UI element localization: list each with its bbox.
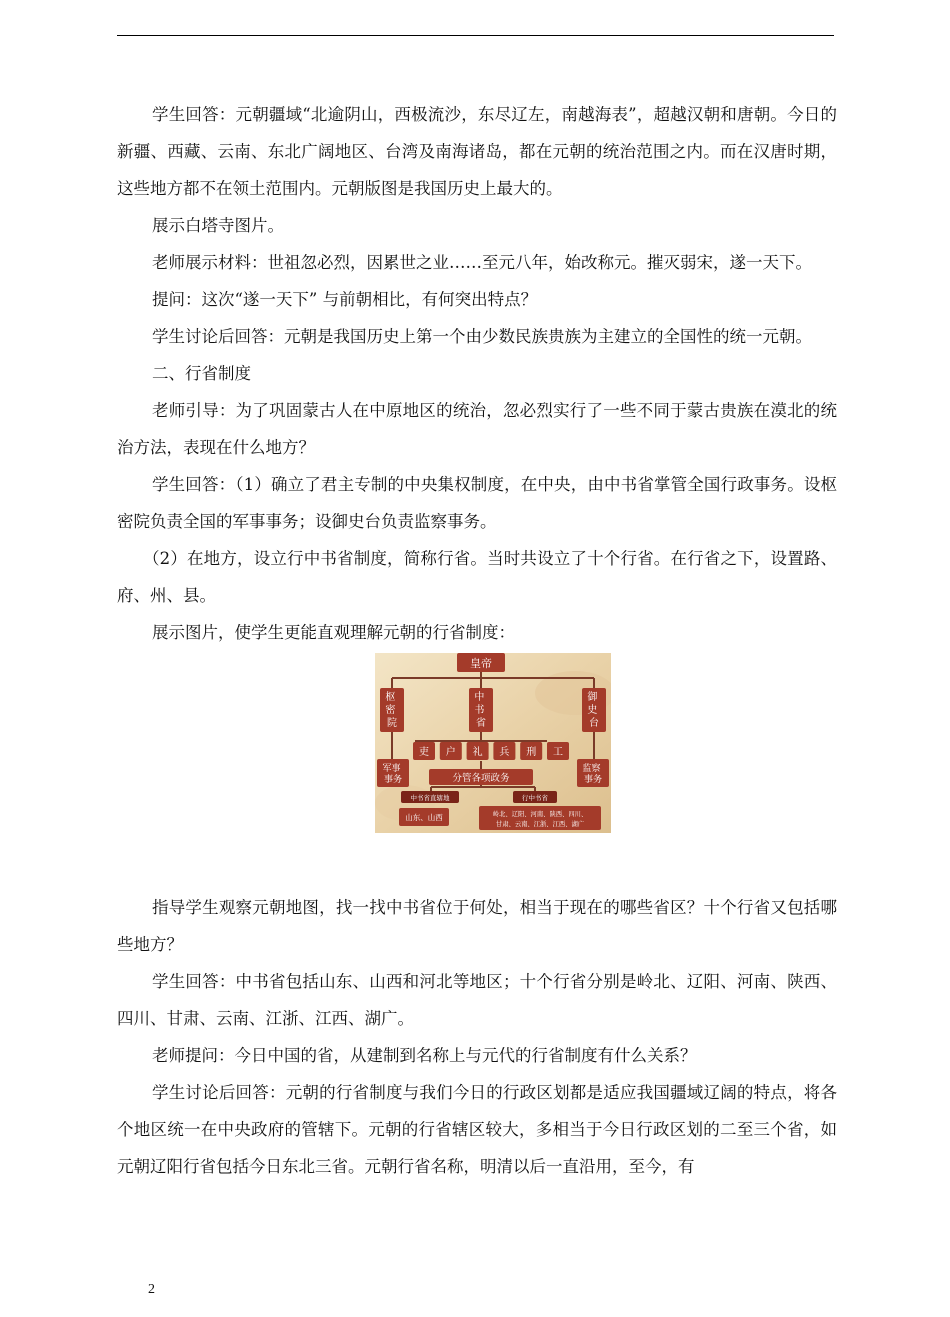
paragraph-student-answer-central: 学生回答：（1）确立了君主专制的中央集权制度，在中央，由中书省掌管全国行政事务。设枢密院负责全国的军事事务；设御史台负责监察事务。: [117, 475, 837, 531]
provinces-label: 行中书省: [522, 794, 548, 802]
ministry-label: 吏: [419, 747, 429, 758]
yushi-char: 台: [589, 718, 599, 729]
paragraph-question-unification: 提问：这次“遂一天下” 与前朝相比，有何突出特点？: [152, 290, 538, 309]
paragraph-local-provinces: （2）在地方，设立行中书省制度，简称行省。当时共设立了十个行省。在行省之下，设置路、府、州、县。: [117, 549, 837, 605]
section-heading-province-system: 二、行省制度: [152, 364, 251, 383]
divided-affairs-label: 分管各项政务: [452, 773, 510, 784]
supervision-label: [583, 762, 604, 785]
military-label: [383, 762, 404, 785]
ministry-label: 礼: [472, 747, 483, 758]
paragraph-student-discussion-yuan: 学生讨论后回答：元朝是我国历史上第一个由少数民族贵族为主建立的全国性的统一元朝。: [152, 327, 812, 346]
yushi-char: 御: [587, 692, 598, 703]
figure-container: [117, 653, 837, 883]
direct-rule-label: 中书省直辖地: [410, 794, 450, 802]
military-line: 事务: [383, 775, 403, 785]
shumi-label: [385, 690, 398, 729]
provinces-line-2: 甘肃、云南、江浙、江西、湖广: [495, 821, 585, 828]
direct-rule-value: 山东、山西: [405, 813, 443, 822]
zhongshu-char: 书: [474, 705, 485, 716]
zhongshu-char: 省: [476, 718, 486, 729]
paragraph-teacher-material: 老师展示材料：世祖忽必烈，因累世之业……至元八年，始改称元。摧灭弱宋，遂一天下。: [152, 253, 812, 272]
paragraph-teacher-question-modern: 老师提问：今日中国的省，从建制到名称上与元代的行省制度有什么关系？: [152, 1046, 697, 1065]
paragraph-student-discussion-modern: 学生讨论后回答：元朝的行省制度与我们今日的行政区划都是适应我国疆域辽阔的特点，将各个地区统一在中央政府的管辖下。元朝的行省辖区较大，多相当于今日行政区划的二至三个省，如元朝辽阳行省包括今日东北三省。元朝行省名称，明清以后一直沿用，至今，有: [117, 1083, 837, 1176]
yushi-char: 史: [587, 705, 598, 716]
emperor-label: 皇帝: [470, 657, 492, 670]
zhongshu-char: 中: [474, 692, 485, 703]
ministry-label: 户: [445, 747, 456, 758]
paragraph-guide-map: 指导学生观察元朝地图，找一找中书省位于何处，相当于现在的哪些省区？十个行省又包括哪些地方？: [117, 898, 837, 954]
yushi-label: [587, 691, 600, 729]
paragraph-student-answer-provinces: 学生回答：中书省包括山东、山西和河北等地区；十个行省分别是岭北、辽阳、河南、陕西、四川、甘肃、云南、江浙、江西、湖广。: [117, 972, 837, 1028]
military-line: 军事: [382, 764, 401, 774]
document-body: [117, 96, 837, 1185]
page-number: 2: [148, 1282, 155, 1297]
shumi-char: 院: [387, 718, 397, 729]
paragraph-show-picture: 展示图片，使学生更能直观理解元朝的行省制度：: [152, 623, 515, 642]
ministry-label: 刑: [526, 747, 537, 758]
ministry-label: 兵: [499, 747, 510, 758]
shumi-char: 密: [385, 705, 396, 716]
paragraph-student-answer-territory: 学生回答：元朝疆域“北逾阴山，西极流沙，东尽辽左，南越海表”，超越汉朝和唐朝。今日的新疆、西藏、云南、东北广阔地区、台湾及南海诸岛，都在元朝的统治范围之内。而在汉唐时期，这些地方都不在领土范围内。元朝版图是我国历史上最大的。: [117, 105, 837, 198]
ministry-label: 工: [553, 747, 563, 758]
supervision-line: 监察: [582, 764, 601, 774]
provinces-line-1: 岭北、辽阳、河南、陕西、四川、: [492, 811, 588, 818]
shumi-char: 枢: [385, 692, 396, 703]
supervision-line: 事务: [583, 775, 603, 785]
header-rule: [117, 35, 834, 36]
zhongshu-label: [474, 690, 487, 729]
paragraph-show-white-pagoda: 展示白塔寺图片。: [152, 216, 284, 235]
province-system-org-chart: [375, 653, 611, 833]
paragraph-teacher-guidance: 老师引导：为了巩固蒙古人在中原地区的统治，忽必烈实行了一些不同于蒙古贵族在漠北的统治方法，表现在什么地方？: [117, 401, 837, 457]
